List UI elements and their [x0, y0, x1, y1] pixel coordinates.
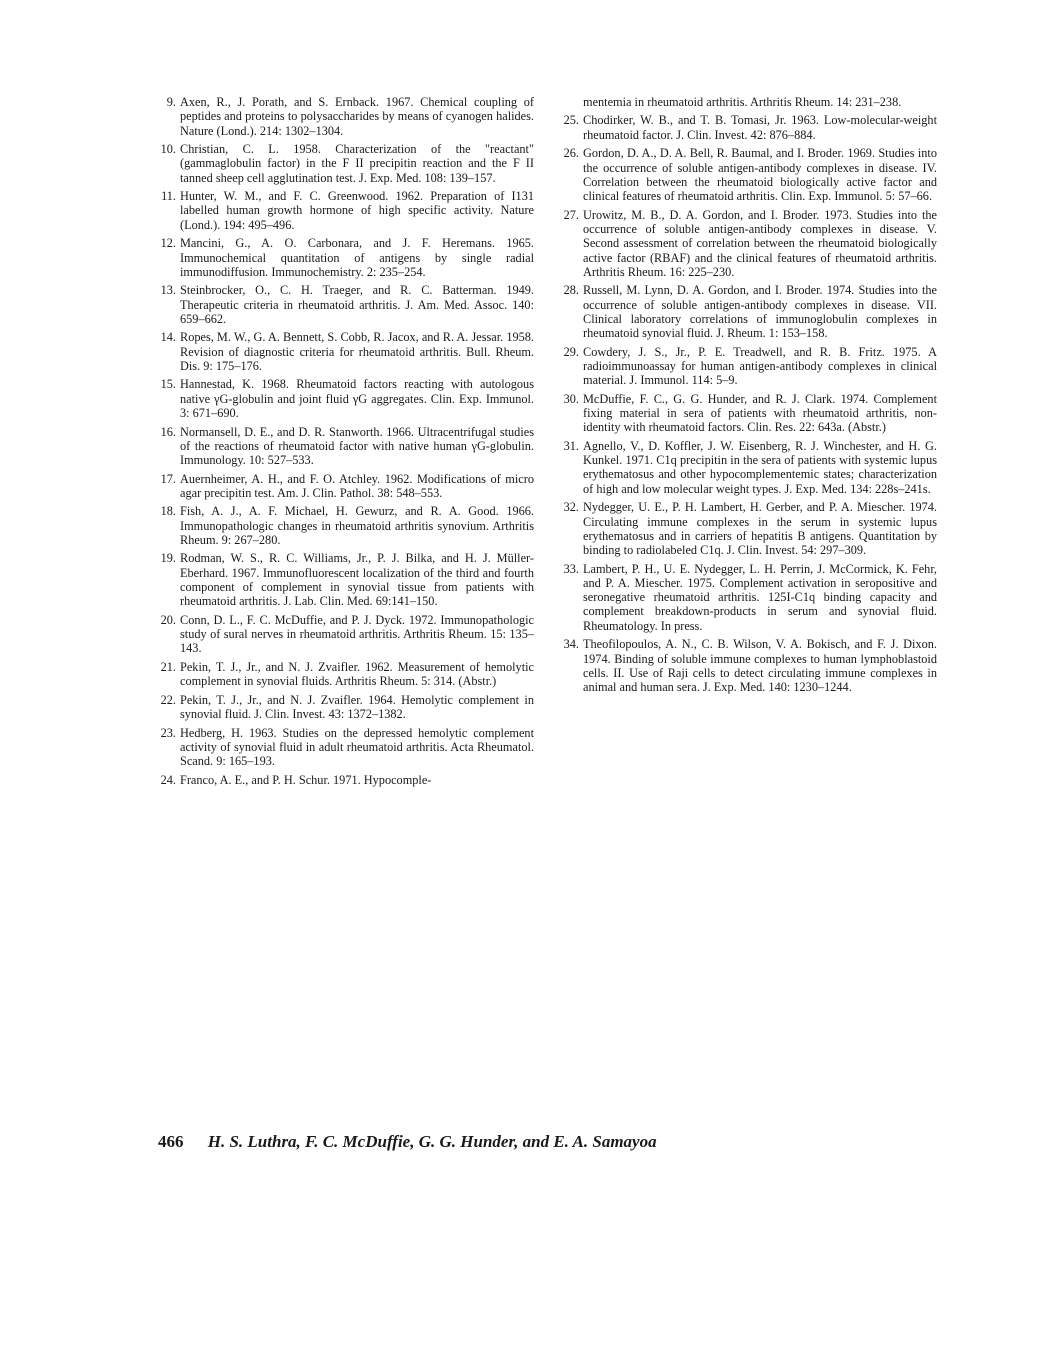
reference-text: Chodirker, W. B., and T. B. Tomasi, Jr. 1963. Low-molecular-weight rheumatoid factor. J. Clin. Invest. 42: 876–884.	[583, 113, 937, 142]
reference-number: 21 .	[152, 660, 176, 674]
reference-item	[158, 613, 534, 656]
reference-item	[158, 773, 534, 787]
reference-number: 33 .	[555, 562, 579, 576]
reference-number: 24 .	[152, 773, 176, 787]
reference-item	[561, 283, 937, 340]
reference-item	[561, 392, 937, 435]
reference-text: Gordon, D. A., D. A. Bell, R. Baumal, and I. Broder. 1969. Studies into the occurrence of soluble antigen-antibody complexes in disease. IV. Correlation between the rheumatoid biologically active factor and clinical features of rheumatoid arthritis. Clin. Exp. Immunol. 5: 57–66.	[583, 146, 937, 204]
reference-item	[561, 439, 937, 496]
reference-text: Hedberg, H. 1963. Studies on the depressed hemolytic complement activity of synovial fluid in adult rheumatoid arthritis. Acta Rheumatol. Scand. 9: 165–193.	[180, 725, 534, 769]
reference-text: McDuffie, F. C., G. G. Hunder, and R. J. Clark. 1974. Complement fixing material in sera of patients with rheumatoid arthritis, non-identity with rheumatoid factors. Clin. Res. 22: 643a. (Abstr.)	[583, 391, 937, 435]
reference-text: Lambert, P. H., U. E. Nydegger, L. H. Perrin, J. McCormick, K. Fehr, and P. A. Miescher. 1975. Complement activation in seropositive and seronegative rheumatoid arthritis. 125I-C1q binding capacity and complement breakdown-products in serum and synovial fluid. Rheumatology. In press.	[583, 561, 937, 633]
reference-item	[158, 377, 534, 420]
reference-item	[158, 660, 534, 689]
reference-number: 25 .	[555, 113, 579, 127]
reference-text: Cowdery, J. S., Jr., P. E. Treadwell, and R. B. Fritz. 1975. A radioimmunoassay for human antigen-antibody complexes in clinical material. J. Immunol. 114: 5–9.	[583, 344, 937, 388]
reference-text: Steinbrocker, O., C. H. Traeger, and R. C. Batterman. 1949. Therapeutic criteria in rheumatoid arthritis. J. Am. Med. Assoc. 140: 659–662.	[180, 283, 534, 326]
reference-text: Pekin, T. J., Jr., and N. J. Zvaifler. 1962. Measurement of hemolytic complement in synovial fluids. Arthritis Rheum. 5: 314. (Abstr.)	[180, 659, 534, 689]
reference-number: 28 .	[555, 283, 579, 297]
reference-text: Nydegger, U. E., P. H. Lambert, H. Gerber, and P. A. Miescher. 1974. Circulating immune complexes in the serum in systemic lupus erythematosus and in carriers of hepatitis B antigens. Quantitation by binding to radiolabeled C1q. J. Clin. Invest. 54: 297–309.	[583, 500, 937, 558]
reference-item	[158, 142, 534, 185]
reference-text: Rodman, W. S., R. C. Williams, Jr., P. J. Bilka, and H. J. Müller-Eberhard. 1967. Immunofluorescent localization of the third and fourth component of complement in synovial tissue from patients with rheumatoid arthritis. J. Lab. Clin. Med. 69:141–150.	[180, 551, 534, 609]
page-number: 466	[158, 1132, 184, 1151]
reference-item	[561, 562, 937, 633]
reference-item	[561, 637, 937, 694]
reference-text: Normansell, D. E., and D. R. Stanworth. 1966. Ultracentrifugal studies of the reactions of rheumatoid factor with native human γG-globulin. Immunology. 10: 527–533.	[180, 424, 534, 468]
reference-item	[158, 726, 534, 769]
reference-text: Russell, M. Lynn, D. A. Gordon, and I. Broder. 1974. Studies into the occurrence of soluble antigen-antibody complexes in disease. VII. Clinical laboratory correlations of immunoglobulin complexes in rheumatoid synovial fluid. J. Rheum. 1: 153–158.	[583, 283, 937, 341]
reference-number: 31 .	[555, 439, 579, 453]
reference-text: Axen, R., J. Porath, and S. Ernback. 1967. Chemical coupling of peptides and proteins to polysaccharides by means of cyanogen halides. Nature (Lond.). 214: 1302–1304.	[180, 95, 534, 138]
references-right-column	[561, 95, 937, 699]
reference-item	[561, 208, 937, 279]
reference-item	[158, 189, 534, 232]
reference-number: 20 .	[152, 613, 176, 627]
reference-item	[561, 146, 937, 203]
running-authors: H. S. Luthra, F. C. McDuffie, G. G. Hunder, and E. A. Samayoa	[207, 1132, 657, 1151]
reference-text: Theofilopoulos, A. N., C. B. Wilson, V. A. Bokisch, and F. J. Dixon. 1974. Binding of soluble immune complexes to human lymphoblastoid cells. II. Use of Raji cells to detect circulating immune complexes in animal and human sera. J. Exp. Med. 140: 1230–1244.	[583, 637, 937, 695]
reference-item	[158, 283, 534, 326]
reference-continuation: mentemia in rheumatoid arthritis. Arthritis Rheum. 14: 231–238.	[583, 95, 902, 109]
reference-item	[561, 345, 937, 388]
reference-number: 11 .	[152, 189, 176, 203]
reference-item	[158, 551, 534, 608]
reference-item	[158, 236, 534, 279]
page-footer	[158, 1132, 657, 1152]
reference-item	[158, 95, 534, 138]
reference-number: 12 .	[152, 236, 176, 250]
reference-text: Conn, D. L., F. C. McDuffie, and P. J. Dyck. 1972. Immunopathologic study of sural nerves in rheumatoid arthritis. Arthritis Rheum. 15: 135–143.	[180, 612, 534, 656]
reference-text: Mancini, G., A. O. Carbonara, and J. F. Heremans. 1965. Immunochemical quantitation of antigens by single radial immunodiffusion. Immunochemistry. 2: 235–254.	[180, 236, 534, 279]
reference-number: 9 .	[152, 95, 176, 109]
reference-number: 15 .	[152, 377, 176, 391]
reference-number: 19 .	[152, 551, 176, 565]
reference-item	[561, 500, 937, 557]
reference-text: Hunter, W. M., and F. C. Greenwood. 1962. Preparation of I131 labelled human growth hormone of high specific activity. Nature (Lond.). 194: 495–496.	[180, 189, 534, 232]
reference-text: Fish, A. J., A. F. Michael, H. Gewurz, and R. A. Good. 1966. Immunopathologic changes in rheumatoid arthritis synovium. Arthritis Rheum. 9: 267–280.	[180, 504, 534, 547]
reference-text: Agnello, V., D. Koffler, J. W. Eisenberg, R. J. Winchester, and H. G. Kunkel. 1971. C1q precipitin in the sera of patients with systemic lupus erythematosus and other hypocomplementemic states; characterization of high and low molecular weight types. J. Exp. Med. 134: 228s–241s.	[583, 438, 937, 496]
reference-number: 27 .	[555, 208, 579, 222]
reference-item	[561, 113, 937, 142]
reference-number: 17 .	[152, 472, 176, 486]
reference-item	[158, 693, 534, 722]
reference-number: 10 .	[152, 142, 176, 156]
reference-number: 22 .	[152, 693, 176, 707]
reference-number: 29 .	[555, 345, 579, 359]
reference-number: 30 .	[555, 392, 579, 406]
reference-text: Hannestad, K. 1968. Rheumatoid factors reacting with autologous native γG-globulin and joint fluid γG aggregates. Clin. Exp. Immunol. 3: 671–690.	[180, 377, 534, 421]
reference-text: Franco, A. E., and P. H. Schur. 1971. Hypocomple-	[180, 772, 432, 787]
reference-text: Urowitz, M. B., D. A. Gordon, and I. Broder. 1973. Studies into the occurrence of soluble antigen-antibody complexes in disease. V. Second assessment of correlation between the rheumatoid biologically active factor (RBAF) and the clinical features of rheumatoid arthritis. Arthritis Rheum. 16: 225–230.	[583, 207, 937, 279]
reference-number: 16 .	[152, 425, 176, 439]
reference-number: 34 .	[555, 637, 579, 651]
reference-number: 26 .	[555, 146, 579, 160]
reference-number: 13 .	[152, 283, 176, 297]
references-left-column	[158, 95, 534, 791]
reference-number: 32 .	[555, 500, 579, 514]
reference-text: Christian, C. L. 1958. Characterization of the "reactant" (gammaglobulin factor) in the F II precipitin reaction and the F II tanned sheep cell agglutination test. J. Exp. Med. 108: 139–157.	[180, 142, 534, 185]
reference-item	[158, 472, 534, 501]
reference-text: Ropes, M. W., G. A. Bennett, S. Cobb, R. Jacox, and R. A. Jessar. 1958. Revision of diagnostic criteria for rheumatoid arthritis. Bull. Rheum. Dis. 9: 175–176.	[180, 330, 534, 373]
reference-number: 14 .	[152, 330, 176, 344]
reference-text: Auernheimer, A. H., and F. O. Atchley. 1962. Modifications of micro agar precipitin test. Am. J. Clin. Pathol. 38: 548–553.	[180, 471, 534, 500]
reference-item	[158, 425, 534, 468]
reference-text: Pekin, T. J., Jr., and N. J. Zvaifler. 1964. Hemolytic complement in synovial fluid. J. Clin. Invest. 43: 1372–1382.	[180, 692, 534, 722]
reference-item	[158, 504, 534, 547]
reference-number: 18 .	[152, 504, 176, 518]
reference-item	[158, 330, 534, 373]
reference-number: 23 .	[152, 726, 176, 740]
